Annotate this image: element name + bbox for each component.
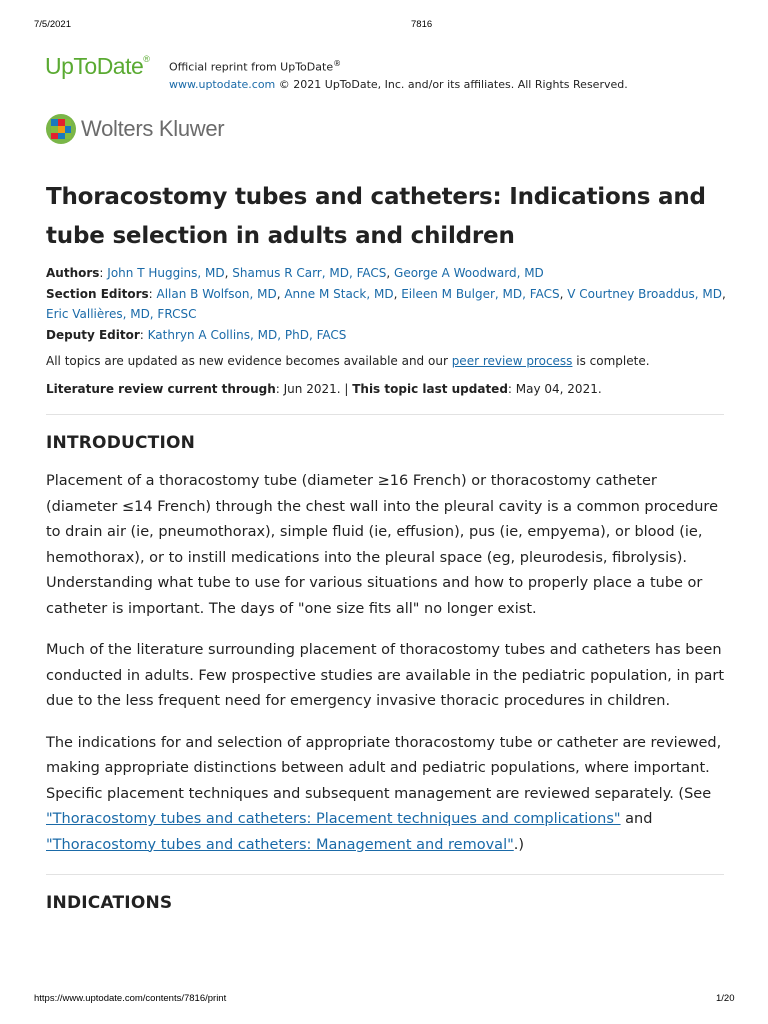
reprint-notice <box>169 55 628 93</box>
author-link[interactable]: George A Woodward, MD <box>394 266 544 280</box>
editor-link[interactable]: Eileen M Bulger, MD, FACS <box>401 286 560 301</box>
update-note: All topics are updated as new evidence becomes available and our peer review process is complete. <box>46 354 650 368</box>
intro-paragraph-2: Much of the literature surrounding placement of thoracostomy tubes and catheters has been conducted in adults. Few prospective studies are available in the pediatric population, in part due to the less frequent need for emergency invasive thoracic procedures in children. <box>46 642 725 709</box>
section-heading-introduction: INTRODUCTION <box>46 433 196 453</box>
reprint-mark: ® <box>333 59 342 68</box>
article-credits <box>46 263 726 345</box>
copyright-text: © 2021 UpToDate, Inc. and/or its affiliates. All Rights Reserved. <box>275 77 628 91</box>
print-date: 7/5/2021 <box>34 19 71 30</box>
wolters-kluwer-mark-icon <box>45 113 77 145</box>
deputy-editor-link[interactable]: Kathryn A Collins, MD, PhD, FACS <box>147 327 347 342</box>
editor-link[interactable]: Eric Vallières, MD, FRCSC <box>46 307 197 321</box>
management-removal-link[interactable]: "Thoracostomy tubes and catheters: Management and removal" <box>46 836 514 853</box>
divider <box>46 874 724 875</box>
peer-review-link[interactable]: peer review process <box>451 354 573 368</box>
uptodate-logo[interactable] <box>45 53 149 80</box>
article <box>46 178 726 913</box>
article-title: Thoracostomy tubes and catheters: Indications and tube selection in adults and children <box>46 184 706 249</box>
print-page-id: 7816 <box>411 19 433 30</box>
author-link[interactable]: Shamus R Carr, MD, FACS <box>232 266 387 280</box>
authors-line: Authors: John T Huggins, MD, Shamus R Carr, MD, FACS, George A Woodward, MD <box>46 266 544 280</box>
uptodate-website-link[interactable]: www.uptodate.com <box>169 77 276 91</box>
print-url: https://www.uptodate.com/contents/7816/print <box>34 993 227 1004</box>
reprint-line: Official reprint from UpToDate <box>169 60 334 74</box>
wolters-kluwer-text: Wolters Kluwer <box>81 116 225 141</box>
wolters-kluwer-logo <box>45 113 224 145</box>
intro-paragraph-1: Placement of a thoracostomy tube (diameter ≥16 French) or thoracostomy catheter (diameter ≤14 French) through the chest wall into the pleural cavity is a common procedure to drain air (ie, pneumothorax), simple fluid (ie, effusion), pus (ie, empyema), or blood (ie, hemothorax), or to instill medications into the pleural space (eg, pleurodesis, fibrolysis). Understanding what tube to use for various situations and how to properly place a tube or catheter is important. The days of "one size fits all" no longer exist. <box>46 473 718 617</box>
uptodate-logo-mark: ® <box>143 54 150 64</box>
deputy-editor-line: Deputy Editor: Kathryn A Collins, MD, PhD, FACS <box>46 327 347 342</box>
editor-link[interactable]: Anne M Stack, MD <box>284 286 394 301</box>
author-link[interactable]: John T Huggins, MD <box>107 266 225 280</box>
print-page-number: 1/20 <box>716 993 735 1004</box>
editor-link[interactable]: V Courtney Broaddus, MD <box>567 286 723 301</box>
editor-link[interactable]: Allan B Wolfson, MD <box>156 286 277 301</box>
section-heading-indications: INDICATIONS <box>46 893 173 913</box>
section-editors-line: Section Editors: Allan B Wolfson, MD, Anne M Stack, MD, Eileen M Bulger, MD, FACS, V Courtney Broaddus, MD, Eric Vallières, MD, FRCSC <box>46 286 726 321</box>
placement-techniques-link[interactable]: "Thoracostomy tubes and catheters: Placement techniques and complications" <box>46 811 621 827</box>
intro-paragraph-3: The indications for and selection of appropriate thoracostomy tube or catheter are reviewed, making appropriate distinctions between adult and pediatric populations, where important. Specific placement techniques and subsequent management are reviewed separately. (See "Thoracostomy tubes and catheters: Placement techniques and complications" and "Thoracostomy tubes and catheters: Management and removal".) <box>46 734 722 853</box>
review-dates: Literature review current through: Jun 2021. | This topic last updated: May 04, 2021. <box>46 382 602 396</box>
divider <box>46 414 724 415</box>
uptodate-logo-text: UpToDate <box>45 53 144 79</box>
